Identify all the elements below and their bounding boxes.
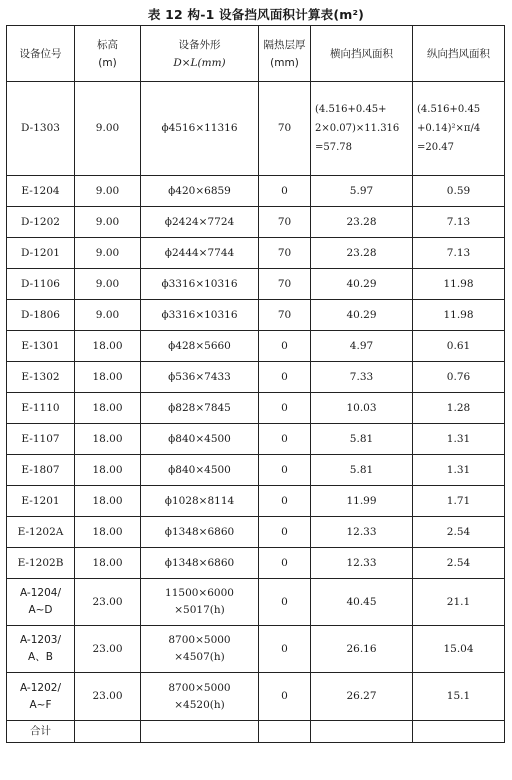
cell-transverse-area-line: 5.81 — [349, 432, 374, 445]
cell-insulation — [259, 393, 311, 424]
cell-longitudinal-area — [413, 626, 505, 673]
cell-insulation — [259, 362, 311, 393]
cell-transverse-area-line: 5.97 — [349, 184, 374, 197]
cell-shape — [141, 579, 259, 626]
cell-transverse-area — [311, 626, 413, 673]
cell-longitudinal-area-line: 2.54 — [446, 525, 471, 538]
cell-transverse-area — [311, 362, 413, 393]
cell-insulation-line: 0 — [281, 339, 288, 352]
cell-elevation-line: 23.00 — [92, 690, 123, 702]
cell-insulation — [259, 517, 311, 548]
cell-insulation — [259, 548, 311, 579]
cell-transverse-area-line: 23.28 — [346, 215, 377, 228]
cell-shape — [141, 207, 259, 238]
header-longitudinal-area: 纵向挡风面积 — [413, 26, 505, 82]
cell-longitudinal-area-line: 2.54 — [446, 556, 471, 569]
cell-shape — [141, 331, 259, 362]
total-label: 合计 — [7, 721, 75, 743]
cell-equipment-tag-line: E-1302 — [21, 370, 60, 383]
table-caption: 表 12 构-1 设备挡风面积计算表(m²) — [147, 7, 365, 22]
cell-equipment-tag — [7, 238, 75, 269]
cell-longitudinal-area-line: 21.1 — [446, 595, 471, 608]
cell-elevation-line: 18.00 — [92, 339, 123, 352]
header-elevation: 标高 (m) — [75, 26, 141, 82]
cell-equipment-tag-line: A-1202/ — [19, 681, 61, 694]
cell-insulation-line: 70 — [277, 122, 292, 134]
cell-shape — [141, 424, 259, 455]
table-row — [7, 393, 505, 424]
cell-longitudinal-area — [413, 673, 505, 721]
cell-transverse-area — [311, 331, 413, 362]
cell-insulation-line: 70 — [277, 246, 292, 259]
cell-longitudinal-area-line: 11.98 — [443, 308, 474, 321]
cell-longitudinal-area-line: 15.1 — [446, 690, 471, 702]
cell-equipment-tag-line: A~D — [28, 604, 53, 616]
cell-longitudinal-area — [413, 579, 505, 626]
cell-transverse-area-line: 23.28 — [346, 246, 377, 259]
cell-elevation-line: 9.00 — [95, 122, 120, 134]
total-empty-cell — [311, 721, 413, 743]
cell-insulation-line: 70 — [277, 308, 292, 321]
cell-shape-line: ϕ2444×7744 — [164, 246, 235, 259]
total-empty-cell — [413, 721, 505, 743]
cell-transverse-area — [311, 269, 413, 300]
total-empty-cell — [75, 721, 141, 743]
cell-transverse-area-line: 26.27 — [346, 690, 377, 702]
cell-longitudinal-area — [413, 517, 505, 548]
table-row — [7, 517, 505, 548]
cell-longitudinal-area-line: 1.31 — [446, 463, 471, 476]
total-empty-cell — [259, 721, 311, 743]
cell-transverse-area — [311, 455, 413, 486]
cell-insulation-line: 0 — [281, 463, 288, 476]
cell-insulation-line: 0 — [281, 595, 288, 608]
cell-shape-line: 8700×5000 — [168, 681, 231, 694]
total-empty-cell — [141, 721, 259, 743]
cell-longitudinal-area — [413, 269, 505, 300]
table-body — [7, 82, 505, 743]
cell-insulation — [259, 455, 311, 486]
table-row — [7, 238, 505, 269]
cell-elevation — [75, 673, 141, 721]
cell-elevation-line: 9.00 — [95, 184, 120, 197]
cell-insulation — [259, 82, 311, 176]
cell-transverse-area — [311, 393, 413, 424]
cell-elevation — [75, 82, 141, 176]
cell-transverse-area — [311, 548, 413, 579]
cell-insulation-line: 0 — [281, 556, 288, 569]
cell-elevation — [75, 579, 141, 626]
cell-shape-line: ϕ828×7845 — [168, 401, 231, 414]
cell-equipment-tag-line: D-1806 — [21, 308, 60, 321]
cell-equipment-tag-line: D-1106 — [21, 277, 60, 290]
cell-longitudinal-area — [413, 300, 505, 331]
cell-insulation — [259, 673, 311, 721]
cell-insulation-line: 0 — [281, 370, 288, 383]
cell-transverse-area — [311, 300, 413, 331]
cell-shape-line: ×5017(h) — [174, 604, 225, 616]
cell-longitudinal-area — [413, 486, 505, 517]
cell-equipment-tag — [7, 455, 75, 486]
cell-elevation-line: 18.00 — [92, 525, 123, 538]
cell-transverse-area — [311, 424, 413, 455]
cell-equipment-tag — [7, 424, 75, 455]
header-shape: 设备外形 D×L(mm) — [141, 26, 259, 82]
total-row — [7, 721, 505, 743]
cell-transverse-area-line: 11.99 — [346, 494, 377, 507]
cell-elevation-line: 18.00 — [92, 556, 123, 569]
cell-equipment-tag-line: E-1202A — [17, 525, 64, 538]
cell-transverse-area — [311, 82, 413, 176]
cell-longitudinal-area — [413, 176, 505, 207]
cell-elevation-line: 18.00 — [92, 463, 123, 476]
table-row — [7, 269, 505, 300]
cell-equipment-tag-line: E-1107 — [21, 432, 60, 445]
cell-longitudinal-area-line: 1.31 — [446, 432, 471, 445]
cell-transverse-area-line: 40.45 — [346, 595, 377, 608]
cell-equipment-tag-line: E-1201 — [21, 494, 60, 507]
cell-elevation — [75, 207, 141, 238]
cell-transverse-area-line: 12.33 — [346, 525, 377, 538]
cell-elevation-line: 9.00 — [95, 277, 120, 290]
cell-transverse-area-line: (4.516+0.45+ — [315, 104, 387, 115]
cell-equipment-tag-line: E-1202B — [17, 556, 64, 569]
cell-transverse-area — [311, 579, 413, 626]
header-row — [7, 26, 505, 82]
wind-area-table — [6, 25, 505, 743]
table-row — [7, 300, 505, 331]
cell-longitudinal-area-line: 1.28 — [446, 401, 471, 414]
cell-insulation — [259, 424, 311, 455]
cell-longitudinal-area-line: +0.14)²×π/4 — [417, 123, 481, 134]
table-row — [7, 331, 505, 362]
table-row — [7, 82, 505, 176]
cell-longitudinal-area — [413, 207, 505, 238]
cell-equipment-tag-line: D-1303 — [21, 122, 60, 134]
cell-insulation — [259, 176, 311, 207]
cell-equipment-tag-line: A-1203/ — [19, 634, 61, 646]
header-transverse-area: 横向挡风面积 — [311, 26, 413, 82]
cell-transverse-area-line: 2×0.07)×11.316 — [315, 123, 400, 134]
cell-shape-line: 11500×6000 — [165, 587, 234, 599]
cell-insulation — [259, 331, 311, 362]
table-row — [7, 486, 505, 517]
cell-shape-line: ϕ1028×8114 — [164, 494, 235, 507]
cell-longitudinal-area-line: 0.61 — [446, 339, 471, 352]
cell-elevation — [75, 176, 141, 207]
cell-equipment-tag — [7, 269, 75, 300]
cell-shape-line: ϕ428×5660 — [168, 339, 231, 352]
header-insulation: 隔热层厚 (mm) — [259, 26, 311, 82]
cell-equipment-tag — [7, 393, 75, 424]
cell-insulation — [259, 579, 311, 626]
cell-elevation-line: 9.00 — [95, 215, 120, 228]
cell-equipment-tag — [7, 579, 75, 626]
cell-shape-line: ϕ1348×6860 — [164, 556, 235, 569]
cell-longitudinal-area-line: 0.76 — [446, 370, 471, 383]
cell-shape-line: ×4520(h) — [174, 698, 225, 711]
cell-longitudinal-area — [413, 82, 505, 176]
cell-transverse-area — [311, 486, 413, 517]
cell-transverse-area-line: 10.03 — [346, 401, 377, 414]
cell-transverse-area-line: 12.33 — [346, 556, 377, 569]
cell-elevation — [75, 300, 141, 331]
table-row — [7, 424, 505, 455]
cell-elevation-line: 23.00 — [92, 642, 123, 655]
cell-equipment-tag — [7, 673, 75, 721]
cell-elevation — [75, 517, 141, 548]
cell-equipment-tag — [7, 82, 75, 176]
cell-elevation-line: 18.00 — [92, 494, 123, 507]
cell-insulation-line: 0 — [281, 494, 288, 507]
cell-transverse-area — [311, 207, 413, 238]
cell-elevation — [75, 331, 141, 362]
cell-equipment-tag-line: E-1110 — [21, 401, 60, 414]
cell-insulation-line: 70 — [277, 277, 292, 290]
cell-elevation-line: 18.00 — [92, 370, 123, 383]
cell-transverse-area-line: 7.33 — [349, 370, 374, 383]
cell-longitudinal-area-line: 15.04 — [443, 642, 474, 655]
cell-insulation — [259, 300, 311, 331]
cell-shape — [141, 393, 259, 424]
cell-equipment-tag — [7, 331, 75, 362]
cell-elevation — [75, 393, 141, 424]
cell-shape-line: ϕ840×4500 — [168, 432, 231, 445]
cell-elevation — [75, 548, 141, 579]
cell-shape-line: 8700×5000 — [168, 634, 231, 646]
cell-longitudinal-area-line: =20.47 — [417, 142, 455, 153]
cell-transverse-area — [311, 517, 413, 548]
cell-longitudinal-area-line: 1.71 — [446, 494, 471, 507]
cell-transverse-area-line: 4.97 — [349, 339, 374, 352]
cell-elevation — [75, 238, 141, 269]
cell-shape-line: ϕ840×4500 — [168, 463, 231, 476]
cell-shape-line: ϕ3316×10316 — [161, 277, 238, 290]
cell-longitudinal-area — [413, 393, 505, 424]
cell-insulation — [259, 238, 311, 269]
table-row — [7, 176, 505, 207]
table-row — [7, 673, 505, 721]
cell-transverse-area — [311, 238, 413, 269]
cell-elevation-line: 23.00 — [92, 595, 123, 608]
cell-longitudinal-area — [413, 238, 505, 269]
cell-elevation-line: 18.00 — [92, 432, 123, 445]
cell-insulation-line: 0 — [281, 642, 288, 655]
header-tag: 设备位号 — [7, 26, 75, 82]
cell-insulation — [259, 486, 311, 517]
cell-transverse-area-line: 40.29 — [346, 277, 377, 290]
cell-equipment-tag-line: A~F — [29, 698, 52, 711]
table-row — [7, 207, 505, 238]
table-row — [7, 362, 505, 393]
cell-elevation — [75, 626, 141, 673]
cell-shape — [141, 269, 259, 300]
cell-insulation-line: 0 — [281, 525, 288, 538]
cell-elevation — [75, 486, 141, 517]
cell-shape — [141, 82, 259, 176]
cell-elevation-line: 9.00 — [95, 246, 120, 259]
cell-longitudinal-area — [413, 548, 505, 579]
cell-longitudinal-area-line: (4.516+0.45 — [417, 104, 481, 115]
table-row — [7, 626, 505, 673]
cell-shape — [141, 362, 259, 393]
cell-equipment-tag — [7, 548, 75, 579]
cell-longitudinal-area-line: 7.13 — [446, 246, 471, 259]
cell-longitudinal-area — [413, 455, 505, 486]
cell-shape — [141, 517, 259, 548]
table-row — [7, 579, 505, 626]
table-row — [7, 548, 505, 579]
cell-elevation-line: 9.00 — [95, 308, 120, 321]
cell-insulation-line: 0 — [281, 690, 288, 702]
cell-insulation-line: 0 — [281, 401, 288, 414]
cell-transverse-area-line: =57.78 — [315, 142, 353, 153]
cell-shape-line: ϕ2424×7724 — [164, 215, 235, 228]
cell-elevation — [75, 362, 141, 393]
cell-insulation — [259, 626, 311, 673]
cell-transverse-area — [311, 176, 413, 207]
cell-shape — [141, 238, 259, 269]
cell-longitudinal-area — [413, 331, 505, 362]
cell-equipment-tag-line: E-1301 — [21, 339, 60, 352]
cell-elevation — [75, 269, 141, 300]
cell-equipment-tag-line: E-1807 — [21, 463, 60, 476]
cell-transverse-area-line: 26.16 — [346, 642, 377, 655]
cell-equipment-tag-line: D-1202 — [21, 215, 60, 228]
cell-shape-line: ϕ536×7433 — [168, 370, 231, 383]
cell-transverse-area — [311, 673, 413, 721]
cell-equipment-tag — [7, 362, 75, 393]
cell-insulation-line: 70 — [277, 215, 292, 228]
cell-insulation — [259, 269, 311, 300]
cell-shape-line: ϕ4516×11316 — [161, 122, 238, 134]
cell-longitudinal-area — [413, 362, 505, 393]
cell-shape-line: ×4507(h) — [174, 651, 225, 663]
cell-insulation-line: 0 — [281, 184, 288, 197]
cell-transverse-area-line: 5.81 — [349, 463, 374, 476]
cell-elevation — [75, 424, 141, 455]
cell-equipment-tag — [7, 176, 75, 207]
cell-longitudinal-area-line: 0.59 — [446, 184, 471, 197]
cell-equipment-tag — [7, 300, 75, 331]
cell-transverse-area-line: 40.29 — [346, 308, 377, 321]
cell-shape — [141, 626, 259, 673]
cell-equipment-tag — [7, 517, 75, 548]
cell-shape — [141, 300, 259, 331]
cell-elevation-line: 18.00 — [92, 401, 123, 414]
cell-equipment-tag-line: D-1201 — [21, 246, 60, 259]
cell-equipment-tag-line: A、B — [28, 651, 53, 663]
cell-elevation — [75, 455, 141, 486]
cell-longitudinal-area-line: 11.98 — [443, 277, 474, 290]
cell-shape-line: ϕ3316×10316 — [161, 308, 238, 321]
cell-shape — [141, 455, 259, 486]
cell-equipment-tag — [7, 626, 75, 673]
cell-shape — [141, 176, 259, 207]
cell-insulation — [259, 207, 311, 238]
cell-longitudinal-area-line: 7.13 — [446, 215, 471, 228]
cell-equipment-tag-line: A-1204/ — [19, 587, 61, 599]
cell-equipment-tag-line: E-1204 — [21, 184, 60, 197]
cell-shape-line: ϕ420×6859 — [168, 184, 231, 197]
cell-shape-line: ϕ1348×6860 — [164, 525, 235, 538]
cell-insulation-line: 0 — [281, 432, 288, 445]
cell-equipment-tag — [7, 207, 75, 238]
cell-shape — [141, 548, 259, 579]
cell-shape — [141, 486, 259, 517]
table-row — [7, 455, 505, 486]
cell-equipment-tag — [7, 486, 75, 517]
cell-longitudinal-area — [413, 424, 505, 455]
cell-shape — [141, 673, 259, 721]
